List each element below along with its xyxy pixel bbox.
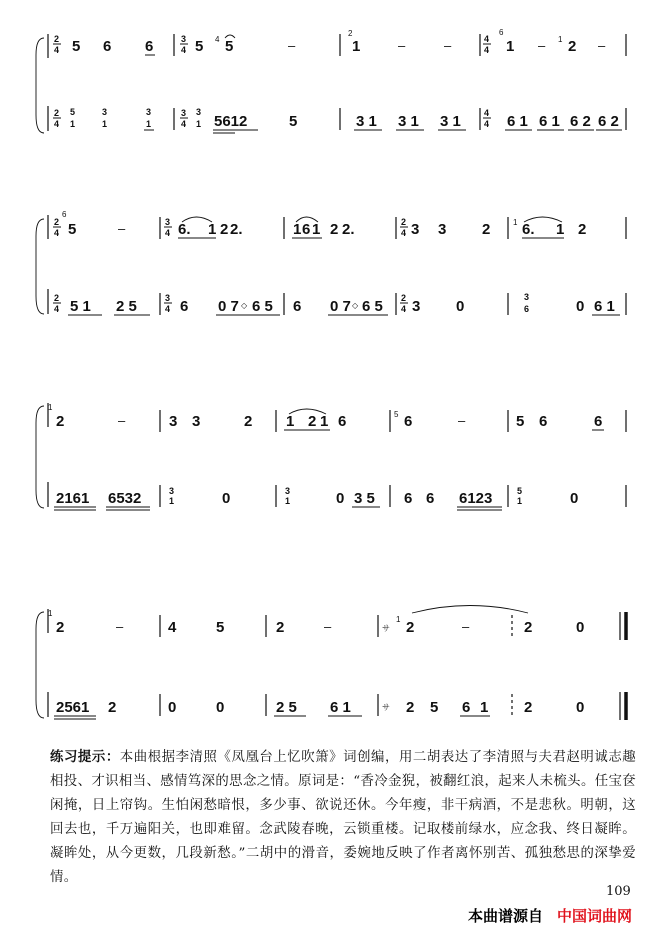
system-1 bbox=[36, 28, 626, 133]
svg-text:1: 1 bbox=[286, 413, 295, 430]
svg-text:5: 5 bbox=[216, 619, 225, 636]
svg-text:2: 2 bbox=[54, 293, 60, 303]
svg-text:2: 2 bbox=[524, 699, 533, 716]
svg-text:6 1: 6 1 bbox=[507, 113, 528, 130]
system-4-top bbox=[48, 606, 626, 641]
svg-text:5: 5 bbox=[68, 221, 77, 238]
svg-text:6: 6 bbox=[293, 298, 302, 315]
svg-text:1: 1 bbox=[312, 221, 321, 238]
svg-text:サ: サ bbox=[382, 624, 390, 633]
svg-text:1: 1 bbox=[146, 119, 152, 129]
svg-text:6: 6 bbox=[462, 699, 471, 716]
svg-text:2.: 2. bbox=[230, 221, 243, 238]
svg-text:0: 0 bbox=[336, 490, 345, 507]
svg-text:–: – bbox=[324, 619, 332, 634]
svg-text:2: 2 bbox=[406, 619, 415, 636]
svg-text:1: 1 bbox=[556, 221, 565, 238]
svg-text:1: 1 bbox=[320, 413, 329, 430]
svg-text:–: – bbox=[118, 221, 126, 236]
svg-text:2561: 2561 bbox=[56, 699, 90, 716]
svg-text:–: – bbox=[462, 619, 470, 634]
svg-text:1: 1 bbox=[169, 496, 175, 506]
svg-text:4: 4 bbox=[484, 108, 490, 118]
svg-text:6 2: 6 2 bbox=[570, 113, 591, 130]
svg-text:6: 6 bbox=[338, 413, 347, 430]
svg-text:4: 4 bbox=[165, 228, 171, 238]
svg-text:4: 4 bbox=[168, 619, 177, 636]
svg-text:5 1: 5 1 bbox=[70, 298, 91, 315]
svg-text:3 5: 3 5 bbox=[354, 490, 375, 507]
svg-text:–: – bbox=[116, 619, 124, 634]
svg-text:0 7: 0 7 bbox=[218, 298, 239, 315]
svg-text:4: 4 bbox=[54, 45, 60, 55]
svg-text:1: 1 bbox=[352, 38, 361, 55]
svg-text:1: 1 bbox=[293, 221, 302, 238]
svg-text:2: 2 bbox=[401, 217, 407, 227]
svg-text:6 1: 6 1 bbox=[539, 113, 560, 130]
svg-text:2: 2 bbox=[348, 29, 353, 38]
practice-notes bbox=[50, 745, 636, 890]
svg-text:6123: 6123 bbox=[459, 490, 493, 507]
svg-text:6 1: 6 1 bbox=[594, 298, 615, 315]
svg-text:◇: ◇ bbox=[352, 301, 359, 310]
svg-text:6: 6 bbox=[103, 38, 112, 55]
svg-text:1: 1 bbox=[48, 403, 53, 412]
notes-body: 本曲根据李清照《凤凰台上忆吹箫》词创编，用二胡表达了李清照与夫君赵明诚志趣相投、才识相当、感情笃深的思念之情。原词是：“香冷金猊，被翻红浪，起来人未梳头。任宝奁闲掩，日上帘钩。生怕闲愁暗恨，多少事、欲说还休。今年瘦，非干病酒，不是悲秋。明朝，这回去也，千万遍阳关，也即难留。念武陵春晚，云锁重楼。记取楼前绿水，应念我、终日凝眸。凝眸处，从今更数，几段新愁。”二胡中的滑音，委婉地反映了作者离怀别苦、孤独愁思的深挚爱情。 bbox=[50, 750, 636, 885]
source-text: 本曲谱源自 bbox=[468, 907, 544, 925]
svg-text:0 7: 0 7 bbox=[330, 298, 351, 315]
svg-text:6532: 6532 bbox=[108, 490, 142, 507]
svg-text:2: 2 bbox=[220, 221, 229, 238]
svg-text:1: 1 bbox=[196, 119, 202, 129]
svg-text:6: 6 bbox=[594, 413, 603, 430]
svg-text:1: 1 bbox=[506, 38, 515, 55]
svg-text:1: 1 bbox=[70, 119, 76, 129]
svg-text:5: 5 bbox=[516, 413, 525, 430]
svg-text:2: 2 bbox=[54, 34, 60, 44]
svg-text:6: 6 bbox=[62, 210, 67, 219]
svg-text:6 2: 6 2 bbox=[598, 113, 619, 130]
svg-text:5: 5 bbox=[517, 486, 523, 496]
svg-text:5612: 5612 bbox=[214, 113, 248, 130]
system-3-bottom bbox=[54, 485, 626, 510]
svg-text:3: 3 bbox=[146, 107, 152, 117]
page-number: 109 bbox=[606, 884, 631, 899]
svg-text:2: 2 bbox=[401, 293, 407, 303]
system-3 bbox=[36, 403, 626, 510]
svg-text:2: 2 bbox=[330, 221, 339, 238]
source-credit bbox=[468, 905, 632, 926]
svg-text:5: 5 bbox=[70, 107, 76, 117]
svg-text:–: – bbox=[398, 38, 406, 53]
svg-text:6 5: 6 5 bbox=[252, 298, 273, 315]
svg-text:–: – bbox=[118, 413, 126, 428]
system-4 bbox=[36, 606, 626, 721]
svg-text:3: 3 bbox=[165, 293, 171, 303]
svg-text:4: 4 bbox=[181, 45, 187, 55]
svg-text:2: 2 bbox=[108, 699, 117, 716]
svg-text:2: 2 bbox=[56, 413, 65, 430]
svg-text:4: 4 bbox=[54, 228, 60, 238]
svg-text:5: 5 bbox=[430, 699, 439, 716]
svg-text:5: 5 bbox=[225, 38, 234, 55]
svg-text:3: 3 bbox=[181, 34, 187, 44]
svg-text:0: 0 bbox=[456, 298, 465, 315]
svg-text:2: 2 bbox=[578, 221, 587, 238]
svg-text:3: 3 bbox=[102, 107, 108, 117]
system-4-bottom bbox=[54, 692, 626, 720]
svg-text:3: 3 bbox=[412, 298, 421, 315]
svg-text:1: 1 bbox=[517, 496, 523, 506]
svg-text:◇: ◇ bbox=[241, 301, 248, 310]
svg-text:2 5: 2 5 bbox=[276, 699, 297, 716]
svg-text:1: 1 bbox=[558, 35, 563, 44]
svg-text:2 5: 2 5 bbox=[116, 298, 137, 315]
system-2-bottom bbox=[53, 292, 626, 315]
svg-text:3 1: 3 1 bbox=[440, 113, 461, 130]
svg-text:6: 6 bbox=[426, 490, 435, 507]
svg-text:3: 3 bbox=[181, 108, 187, 118]
system-3-top bbox=[48, 403, 626, 432]
svg-text:6: 6 bbox=[404, 490, 413, 507]
svg-text:4: 4 bbox=[484, 34, 490, 44]
svg-text:2: 2 bbox=[244, 413, 253, 430]
svg-text:5: 5 bbox=[289, 113, 298, 130]
system-1-bottom bbox=[53, 107, 626, 133]
svg-text:0: 0 bbox=[576, 699, 585, 716]
svg-text:1: 1 bbox=[285, 496, 291, 506]
svg-text:5: 5 bbox=[195, 38, 204, 55]
svg-text:4: 4 bbox=[54, 304, 60, 314]
svg-text:2: 2 bbox=[56, 619, 65, 636]
svg-text:サ: サ bbox=[382, 703, 390, 712]
svg-text:3: 3 bbox=[169, 413, 178, 430]
svg-text:3: 3 bbox=[411, 221, 420, 238]
svg-text:6 1: 6 1 bbox=[330, 699, 351, 716]
svg-text:2.: 2. bbox=[342, 221, 355, 238]
svg-text:3: 3 bbox=[192, 413, 201, 430]
svg-text:6: 6 bbox=[539, 413, 548, 430]
svg-text:0: 0 bbox=[216, 699, 225, 716]
svg-text:0: 0 bbox=[576, 298, 585, 315]
svg-text:1: 1 bbox=[48, 609, 53, 618]
svg-text:1: 1 bbox=[396, 615, 401, 624]
svg-text:3 1: 3 1 bbox=[356, 113, 377, 130]
svg-text:4: 4 bbox=[181, 119, 187, 129]
svg-text:0: 0 bbox=[576, 619, 585, 636]
svg-text:2: 2 bbox=[524, 619, 533, 636]
svg-text:6: 6 bbox=[404, 413, 413, 430]
svg-text:6.: 6. bbox=[178, 221, 191, 238]
source-site[interactable]: 中国词曲网 bbox=[557, 907, 633, 925]
svg-text:2161: 2161 bbox=[56, 490, 90, 507]
svg-text:–: – bbox=[458, 413, 466, 428]
svg-text:1: 1 bbox=[102, 119, 108, 129]
svg-text:1: 1 bbox=[513, 218, 518, 227]
svg-text:6: 6 bbox=[499, 28, 504, 37]
system-2 bbox=[36, 210, 626, 315]
system-2-top bbox=[53, 210, 626, 239]
svg-text:2: 2 bbox=[54, 217, 60, 227]
svg-text:2: 2 bbox=[568, 38, 577, 55]
svg-text:–: – bbox=[444, 38, 452, 53]
svg-text:–: – bbox=[538, 38, 546, 53]
svg-text:0: 0 bbox=[222, 490, 231, 507]
svg-text:2: 2 bbox=[54, 108, 60, 118]
svg-text:4: 4 bbox=[401, 228, 407, 238]
svg-text:2: 2 bbox=[482, 221, 491, 238]
svg-text:3 1: 3 1 bbox=[398, 113, 419, 130]
svg-text:3: 3 bbox=[438, 221, 447, 238]
svg-text:4: 4 bbox=[484, 45, 490, 55]
svg-text:–: – bbox=[288, 38, 296, 53]
svg-text:6: 6 bbox=[524, 304, 530, 314]
svg-text:4: 4 bbox=[401, 304, 407, 314]
svg-text:2: 2 bbox=[308, 413, 317, 430]
svg-text:2: 2 bbox=[276, 619, 285, 636]
svg-text:5: 5 bbox=[394, 410, 399, 419]
svg-text:4: 4 bbox=[54, 119, 60, 129]
system-1-top bbox=[53, 28, 626, 56]
svg-text:6: 6 bbox=[302, 221, 311, 238]
svg-text:2: 2 bbox=[406, 699, 415, 716]
svg-text:3: 3 bbox=[165, 217, 171, 227]
svg-text:1: 1 bbox=[208, 221, 217, 238]
svg-text:4: 4 bbox=[165, 304, 171, 314]
svg-text:3: 3 bbox=[285, 486, 291, 496]
svg-text:4: 4 bbox=[484, 119, 490, 129]
svg-text:3: 3 bbox=[524, 292, 530, 302]
notes-heading: 练习提示： bbox=[50, 749, 120, 765]
svg-text:3: 3 bbox=[196, 107, 202, 117]
svg-text:3: 3 bbox=[169, 486, 175, 496]
svg-text:6: 6 bbox=[180, 298, 189, 315]
svg-text:–: – bbox=[598, 38, 606, 53]
svg-text:6.: 6. bbox=[522, 221, 535, 238]
svg-text:6: 6 bbox=[145, 38, 154, 55]
svg-text:5: 5 bbox=[72, 38, 81, 55]
svg-text:1: 1 bbox=[480, 699, 489, 716]
svg-text:4: 4 bbox=[215, 35, 220, 44]
svg-text:0: 0 bbox=[168, 699, 177, 716]
svg-text:0: 0 bbox=[570, 490, 579, 507]
svg-text:6 5: 6 5 bbox=[362, 298, 383, 315]
